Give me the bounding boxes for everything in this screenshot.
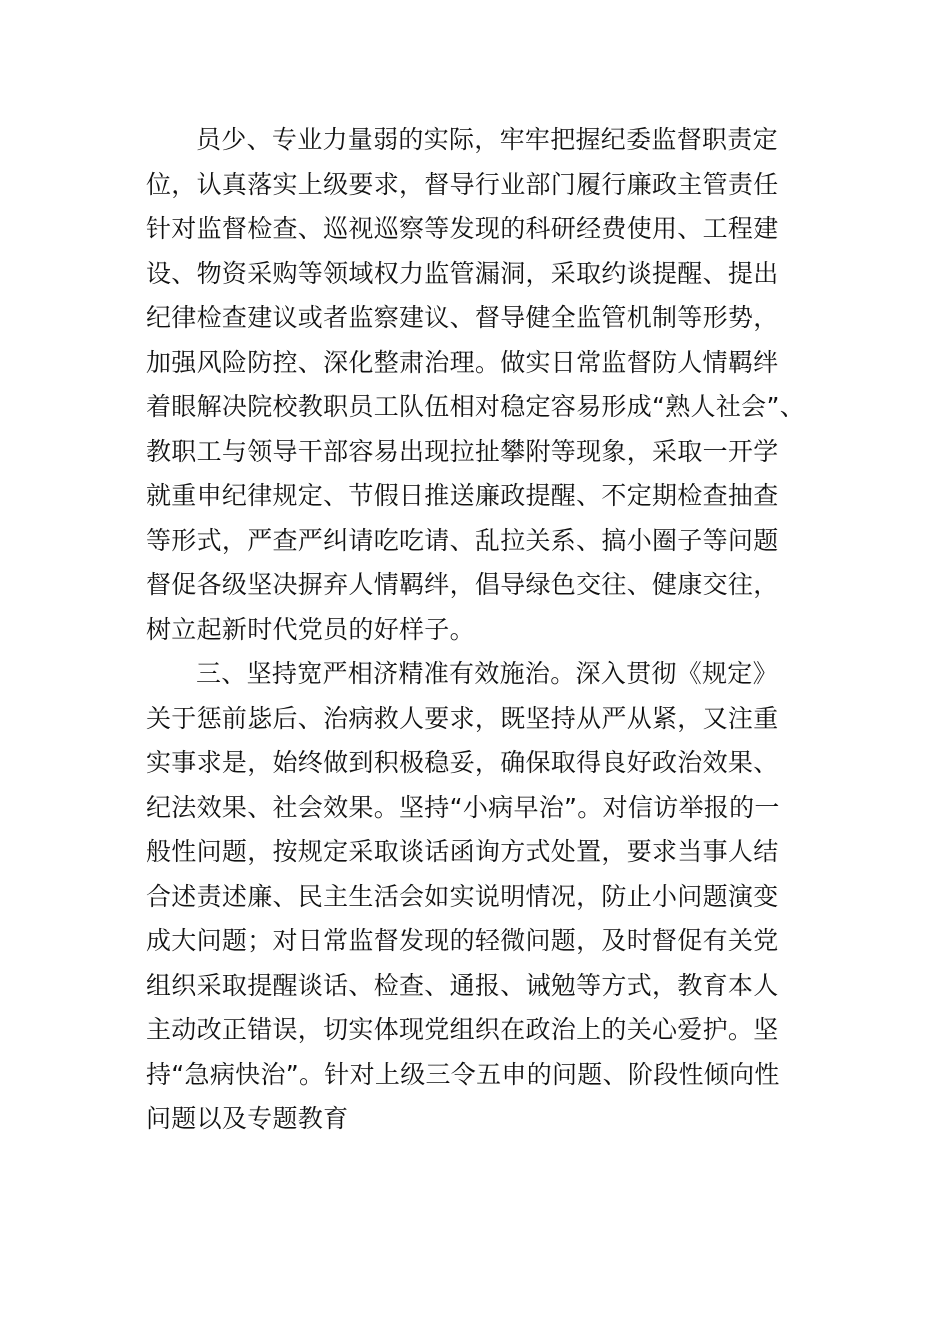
section-heading-line: 三、坚持宽严相济精准有效施治。深入贯彻《规定》 — [196, 659, 778, 688]
text-line: 针对监督检查、巡视巡察等发现的科研经费使用、工程建 — [146, 214, 779, 243]
text-line: 就重申纪律规定、节假日推送廉政提醒、不定期检查抽查 — [146, 481, 779, 510]
text-line: 着眼解决院校教职员工队伍相对稳定容易形成“熟人社会”、 — [146, 392, 806, 421]
text-line: 成大问题；对日常监督发现的轻微问题，及时督促有关党 — [146, 926, 779, 955]
text-line: 树立起新时代党员的好样子。 — [146, 614, 475, 644]
text-line: 纪律检查建议或者监察建议、督导健全监管机制等形势， — [146, 303, 779, 332]
text-line: 般性问题，按规定采取谈话函询方式处置，要求当事人结 — [146, 837, 779, 866]
text-line: 合述责述廉、民主生活会如实说明情况，防止小问题演变 — [146, 881, 779, 911]
text-line: 关于惩前毖后、治病救人要求，既坚持从严从紧，又注重 — [146, 703, 779, 733]
text-line: 纪法效果、社会效果。坚持“小病早治”。对信访举报的一 — [146, 792, 780, 822]
text-line: 设、物资采购等领域权力监管漏洞，采取约谈提醒、提出 — [146, 258, 779, 288]
text-line: 等形式，严查严纠请吃吃请、乱拉关系、搞小圈子等问题 — [146, 525, 779, 555]
text-line: 员少、专业力量弱的实际，牢牢把握纪委监督职责定 — [196, 125, 778, 154]
text-line: 督促各级坚决摒弃人情羁绊，倡导绿色交往、健康交往， — [146, 570, 779, 599]
text-line: 实事求是，始终做到积极稳妥，确保取得良好政治效果、 — [146, 748, 779, 777]
text-line: 问题以及专题教育 — [146, 1104, 349, 1133]
text-line: 位，认真落实上级要求，督导行业部门履行廉政主管责任 — [146, 169, 779, 199]
text-line: 加强风险防控、深化整肃治理。做实日常监督防人情羁绊 — [146, 347, 779, 377]
text-line: 主动改正错误，切实体现党组织在政治上的关心爱护。坚 — [146, 1015, 779, 1044]
body-text — [146, 118, 826, 1142]
text-line: 持“急病快治”。针对上级三令五申的问题、阶段性倾向性 — [146, 1059, 780, 1089]
text-line: 组织采取提醒谈话、检查、通报、诫勉等方式，教育本人 — [146, 970, 779, 1000]
text-line: 教职工与领导干部容易出现拉扯攀附等现象，采取一开学 — [146, 436, 779, 466]
